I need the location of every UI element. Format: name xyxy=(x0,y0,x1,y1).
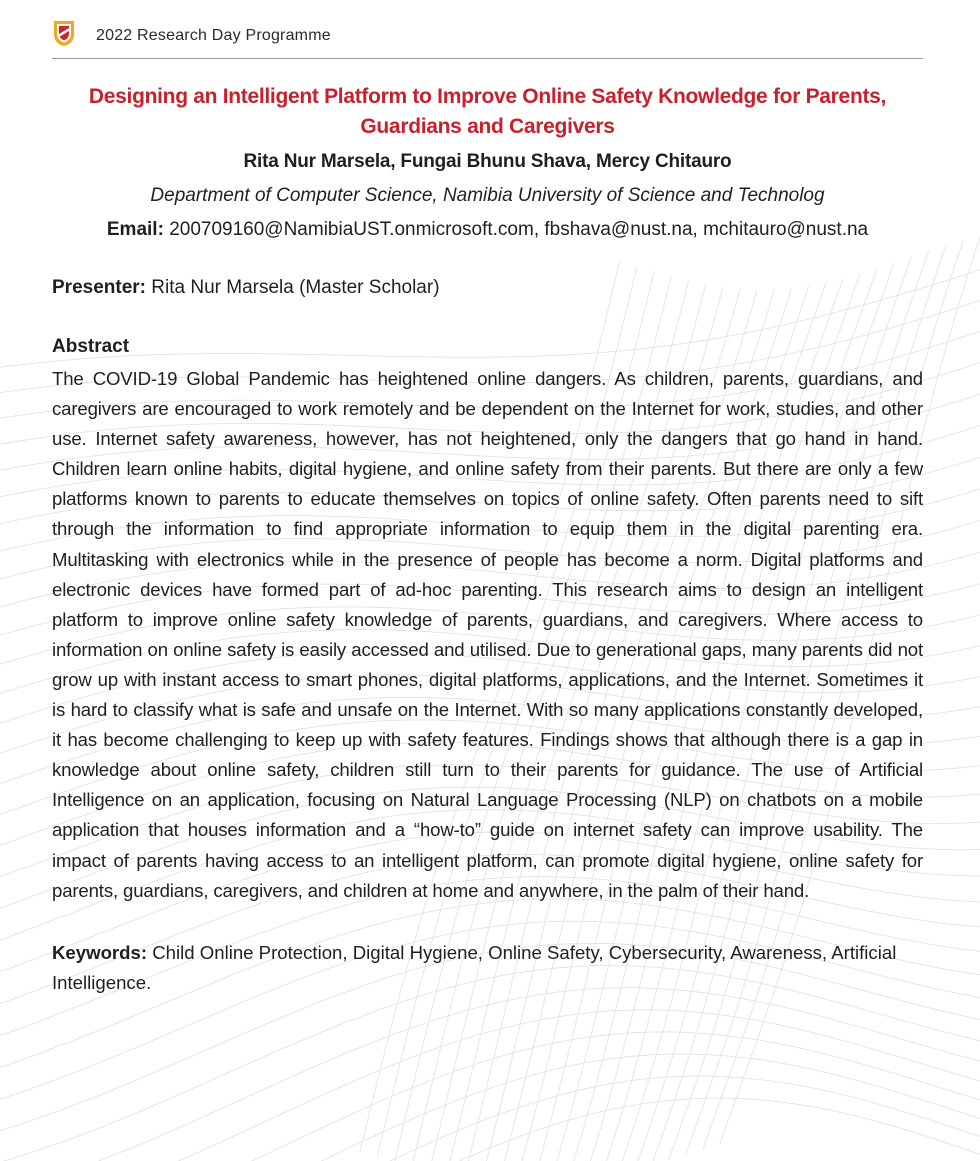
abstract-heading: Abstract xyxy=(52,336,130,357)
email-addresses: 200709160@NamibiaUST.onmicrosoft.com, fbshava@nust.na, mchitauro@nust.na xyxy=(169,219,869,240)
paper-authors: Rita Nur Marsela, Fungai Bhunu Shava, Mercy Chitauro xyxy=(243,151,732,172)
paper-title: Designing an Intelligent Platform to Improve Online Safety Knowledge for Parents, Guardians and Caregivers xyxy=(88,85,887,138)
email-label: Email: xyxy=(106,219,164,240)
keywords-label: Keywords: xyxy=(52,941,148,963)
abstract-page xyxy=(52,82,923,998)
author-affiliation: Department of Computer Science, Namibia University of Science and Technolog xyxy=(150,185,825,206)
author-emails xyxy=(52,217,923,243)
keywords-line xyxy=(52,938,923,998)
presenter-name: Rita Nur Marsela (Master Scholar) xyxy=(151,277,440,298)
mesh-line xyxy=(0,1054,980,1161)
page-header xyxy=(52,18,923,59)
abstract-text: The COVID-19 Global Pandemic has heightened online dangers. As children, parents, guardians, and caregivers are encouraged to work remotely and be dependent on the Internet for work, studies, and other use. Internet safety awareness, however, has not heightened, only the dangers that go hand in hand. Children learn online habits, digital hygiene, and online safety from their parents. But there are only a few platforms known to parents to educate themselves on topics of online safety. Often parents need to sift through the information to find appropriate information to equip them in the digital parenting era. Multitasking with electronics while in the presence of people has become a norm. Digital platforms and electronic devices have formed part of ad-hoc parenting. This research aims to design an intelligent platform to improve online safety knowledge of parents, guardians, and caregivers. Where access to information on online safety is easily accessed and utilised. Due to generational gaps, many parents did not grow up with instant access to smart phones, digital platforms, applications, and the Internet. Sometimes it is hard to classify what is safe and unsafe on the Internet. With so many applications constantly developed, it has become challenging to keep up with safety features. Findings shows that although there is a gap in knowledge about online safety, children still turn to their parents for guidance. The use of Artificial Intelligence on an application, focusing on Natural Language Processing (NLP) on chatbots on a mobile application that houses information and a “how-to” guide on internet safety can improve usability. The impact of parents having access to an intelligent platform, can promote digital hygiene, online safety for parents, guardians, caregivers, and children at home and anywhere, in the palm of their hand. xyxy=(52,368,923,901)
presenter-label: Presenter: xyxy=(52,277,146,298)
programme-title: 2022 Research Day Programme xyxy=(96,27,331,44)
mesh-line xyxy=(0,1098,980,1161)
mesh-line xyxy=(0,1010,980,1161)
keywords-list: Child Online Protection, Digital Hygiene, Online Safety, Cybersecurity, Awareness, Artificial Intelligence. xyxy=(52,941,897,993)
nust-shield-logo-icon xyxy=(52,19,76,47)
presenter-line xyxy=(52,275,923,301)
